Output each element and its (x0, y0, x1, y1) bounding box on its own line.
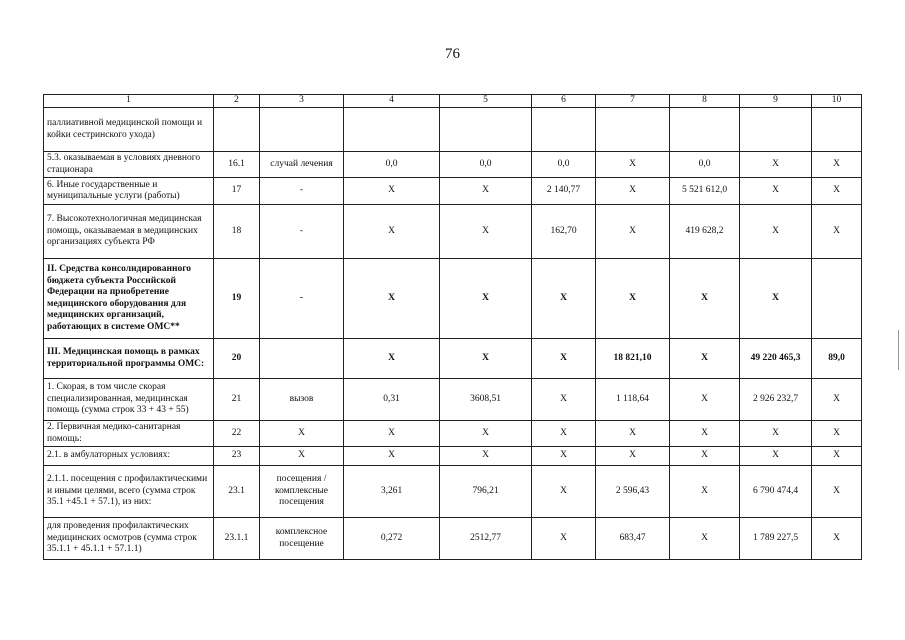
table-row (44, 339, 862, 379)
table-cell: 89,0 (812, 339, 862, 379)
table-cell: вызов (260, 379, 344, 421)
table-cell: 22 (214, 421, 260, 447)
table-row (44, 178, 862, 205)
table-row (44, 108, 862, 152)
table-cell: X (344, 259, 440, 339)
table-cell: X (812, 421, 862, 447)
column-header: 1 (44, 95, 214, 108)
table-cell: 683,47 (596, 518, 670, 560)
table-cell (440, 108, 532, 152)
table-cell: - (260, 259, 344, 339)
table-cell: 21 (214, 379, 260, 421)
table-cell: X (812, 152, 862, 178)
table-cell: - (260, 178, 344, 205)
table-cell: 18 (214, 205, 260, 259)
column-header: 2 (214, 95, 260, 108)
table-cell: 5 521 612,0 (670, 178, 740, 205)
table-cell: 0,0 (532, 152, 596, 178)
table-cell (214, 108, 260, 152)
table-header-row (44, 95, 862, 108)
row-name-cell: 5.3. оказываемая в условиях дневного стационара (44, 152, 214, 178)
table-row (44, 205, 862, 259)
table-cell: 18 821,10 (596, 339, 670, 379)
table-cell (532, 108, 596, 152)
row-name-cell: 6. Иные государственные и муниципальные услуги (работы) (44, 178, 214, 205)
column-header: 10 (812, 95, 862, 108)
table-cell: 419 628,2 (670, 205, 740, 259)
row-name-cell: 2.1. в амбулаторных условиях: (44, 447, 214, 466)
table-cell: 3,261 (344, 466, 440, 518)
table-cell: X (670, 466, 740, 518)
table-cell: X (532, 518, 596, 560)
table-cell: X (812, 447, 862, 466)
table-cell: X (740, 152, 812, 178)
table-row (44, 421, 862, 447)
row-name-cell: паллиативной медицинской помощи и койки сестринского ухода) (44, 108, 214, 152)
table-cell: X (532, 421, 596, 447)
table-cell: X (670, 339, 740, 379)
table-cell: 23 (214, 447, 260, 466)
table-cell: X (440, 421, 532, 447)
row-name-cell: 1. Скорая, в том числе скорая специализированная, медицинская помощь (сумма строк 33 + 43 + 55) (44, 379, 214, 421)
table-cell (812, 259, 862, 339)
table-cell: X (532, 447, 596, 466)
table-cell: X (532, 339, 596, 379)
table-cell: 0,0 (344, 152, 440, 178)
page-number: 76 (445, 46, 460, 62)
table-cell: 2 596,43 (596, 466, 670, 518)
column-header: 4 (344, 95, 440, 108)
table-cell: X (740, 178, 812, 205)
table-cell (596, 108, 670, 152)
table-cell: X (532, 259, 596, 339)
table-cell: X (596, 447, 670, 466)
table-cell: 23.1.1 (214, 518, 260, 560)
table-cell: X (440, 339, 532, 379)
table-cell: X (596, 421, 670, 447)
table-cell: X (812, 178, 862, 205)
table-cell: 16.1 (214, 152, 260, 178)
table-cell: X (670, 447, 740, 466)
row-name-cell: 7. Высокотехнологичная медицинская помощь, оказываемая в медицинских организациях субъекта РФ (44, 205, 214, 259)
table-cell: X (740, 259, 812, 339)
table-cell (344, 108, 440, 152)
table-cell: X (344, 205, 440, 259)
table-cell: X (740, 421, 812, 447)
column-header: 8 (670, 95, 740, 108)
table-cell: комплексное посещение (260, 518, 344, 560)
table-cell: 17 (214, 178, 260, 205)
data-table (43, 94, 862, 560)
table-cell (740, 108, 812, 152)
table-cell: посещения / комплексные посещения (260, 466, 344, 518)
table-cell: X (670, 379, 740, 421)
table-cell: 3608,51 (440, 379, 532, 421)
table-cell: 1 789 227,5 (740, 518, 812, 560)
table-cell: 796,21 (440, 466, 532, 518)
table-cell: 0,0 (440, 152, 532, 178)
table-row (44, 259, 862, 339)
table-cell: X (596, 205, 670, 259)
table-cell: X (440, 259, 532, 339)
table-cell: X (344, 339, 440, 379)
table-cell: 2 926 232,7 (740, 379, 812, 421)
column-header: 9 (740, 95, 812, 108)
table-cell: 6 790 474,4 (740, 466, 812, 518)
row-name-cell: для проведения профилактических медицинских осмотров (сумма строк 35.1.1 + 45.1.1 + 57.1.1) (44, 518, 214, 560)
table-cell: 20 (214, 339, 260, 379)
table-cell: X (440, 178, 532, 205)
table-cell: 2512,77 (440, 518, 532, 560)
table-cell: 23.1 (214, 466, 260, 518)
table-cell: 0,0 (670, 152, 740, 178)
column-header: 7 (596, 95, 670, 108)
table-cell: X (596, 178, 670, 205)
row-name-cell: III. Медицинская помощь в рамках территориальной программы ОМС: (44, 339, 214, 379)
table-cell: X (344, 178, 440, 205)
table-cell: X (596, 259, 670, 339)
table-cell: X (670, 421, 740, 447)
table-cell: 2 140,77 (532, 178, 596, 205)
table-cell: случай лечения (260, 152, 344, 178)
column-header: 6 (532, 95, 596, 108)
table-cell: X (532, 379, 596, 421)
table-row (44, 379, 862, 421)
table-cell: X (440, 205, 532, 259)
table-cell: X (344, 447, 440, 466)
scan-edge-mark (898, 330, 899, 370)
table-cell: X (740, 447, 812, 466)
table-cell: X (596, 152, 670, 178)
table-row (44, 518, 862, 560)
table-row (44, 466, 862, 518)
table-cell: 49 220 465,3 (740, 339, 812, 379)
table-cell: - (260, 205, 344, 259)
table-cell (670, 108, 740, 152)
table-cell: X (812, 518, 862, 560)
table-cell: 162,70 (532, 205, 596, 259)
table-cell: X (670, 259, 740, 339)
table-cell: X (440, 447, 532, 466)
row-name-cell: 2.1.1. посещения с профилактическими и иными целями, всего (сумма строк 35.1 +45.1 + 57.1), из них: (44, 466, 214, 518)
table-cell: 1 118,64 (596, 379, 670, 421)
column-header: 3 (260, 95, 344, 108)
table-cell (260, 108, 344, 152)
table-cell: X (740, 205, 812, 259)
table-cell: 19 (214, 259, 260, 339)
table-cell: 0,31 (344, 379, 440, 421)
table-cell (812, 108, 862, 152)
table-cell: X (344, 421, 440, 447)
table-cell: 0,272 (344, 518, 440, 560)
table-cell: X (532, 466, 596, 518)
table-row (44, 447, 862, 466)
table-cell: X (670, 518, 740, 560)
column-header: 5 (440, 95, 532, 108)
table-cell: X (812, 205, 862, 259)
table-cell: X (812, 379, 862, 421)
table-row (44, 152, 862, 178)
table-cell (260, 339, 344, 379)
table-cell: X (260, 447, 344, 466)
row-name-cell: 2. Первичная медико-санитарная помощь: (44, 421, 214, 447)
table-cell: X (812, 466, 862, 518)
table-cell: X (260, 421, 344, 447)
row-name-cell: II. Средства консолидированного бюджета субъекта Российской Федерации на приобретение медицинского оборудования для медицинских организаций, работающих в системе ОМС** (44, 259, 214, 339)
